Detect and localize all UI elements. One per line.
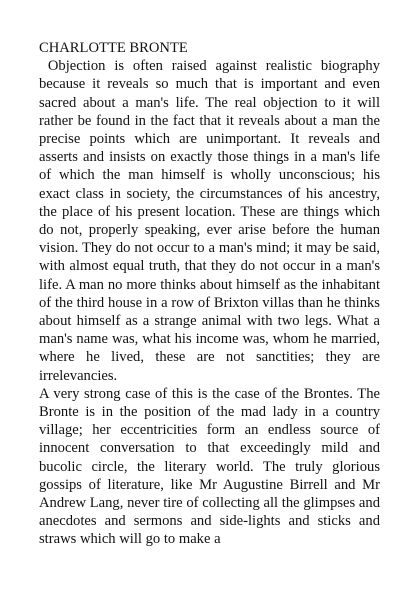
document-page [39,39,384,549]
paragraph-2: A very strong case of this is the case of the Brontes. The Bronte is in the position of the mad lady in a country village; her eccentricities form an endless source of innocent conversation to that exceedingly mild and bucolic circle, the literary world. The truly glorious gossips of literature, like Mr Augustine Birrell and Mr Andrew Lang, never tire of collecting all the glimpses and anecdotes and sermons and side-lights and sticks and straws which will go to make a [39,385,380,548]
document-title: CHARLOTTE BRONTE [39,40,188,56]
paragraph-1: Objection is often raised against realistic biography because it reveals so much that is important and even sacred about a man's life. The real objection to it will rather be found in the fact that it reveals about a man the precise points which are unimportant. It reveals and asserts and insists on exactly those things in a man's life of which the man himself is wholly unconscious; his exact class in society, the circumstances of his ancestry, the place of his present location. These are things which do not, properly speaking, ever arise before the human vision. They do not occur to a man's mind; it may be said, with almost equal truth, that they do not occur in a man's life. A man no more thinks about himself as the inhabitant of the third house in a row of Brixton villas than he thinks about himself as a strange animal with two legs. What a man's name was, what his income was, whom he married, where he lived, these are not sanctities; they are irrelevancies. [39,58,384,384]
